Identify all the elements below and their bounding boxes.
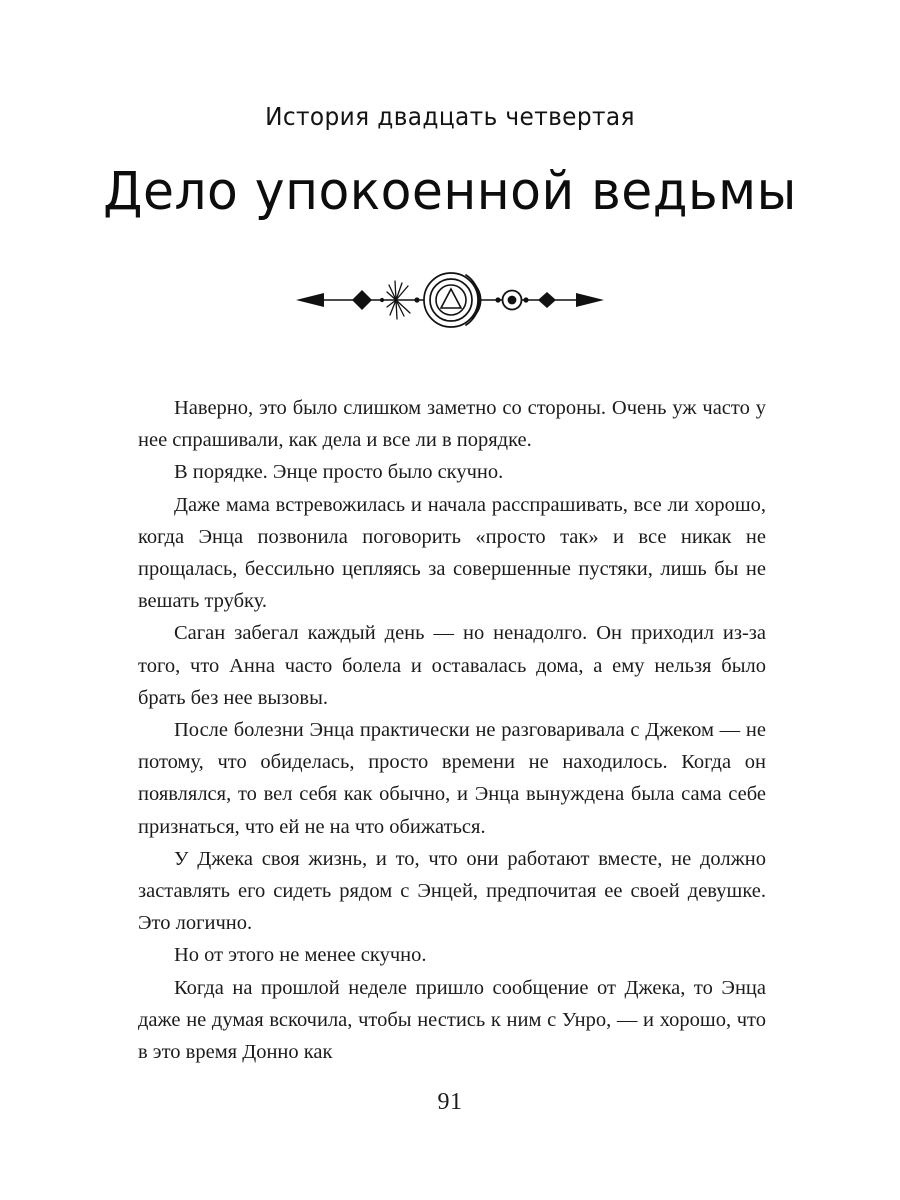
chapter-kicker: История двадцать четвертая xyxy=(265,102,635,131)
dot-in-circle-icon xyxy=(503,291,522,310)
paragraph: Даже мама встревожилась и начала расспрашивать, все ли хорошо, когда Энца позвонила поговорить «просто так» и все никак не прощалась, бессильно цепляясь за совершенные пустяки, лишь бы не вешать трубку. xyxy=(138,493,766,613)
paragraph: Когда на прошлой неделе пришло сообщение от Джека, то Энца даже не думая вскочила, чтобы нестись к ним с Унро, — и хорошо, что в это время Донно как xyxy=(138,976,766,1064)
right-diamond-icon xyxy=(538,292,556,308)
paragraph: Наверно, это было слишком заметно со стороны. Очень уж часто у нее спрашивали, как дела и все ли в порядке. xyxy=(138,397,766,452)
paragraph: Но от этого не менее скучно. xyxy=(174,944,427,967)
page-number: 91 xyxy=(437,1089,463,1115)
paragraph: Саган забегал каждый день — но ненадолго. Он приходил из-за того, что Анна часто болела и оставалась дома, а ему нельзя было брать без нее вызовы. xyxy=(138,622,766,709)
dot-icon xyxy=(523,297,528,302)
right-arrowhead-icon xyxy=(576,293,604,307)
dot-icon xyxy=(495,297,500,302)
paragraph: После болезни Энца практически не разговаривала с Джеком — не потому, что обиделась, просто времени не находилось. Когда он появлялся, то вел себя как обычно, и Энца вынуждена была сама себе признаться, что ей не на что обижаться. xyxy=(138,719,766,838)
dot-icon xyxy=(380,298,384,302)
dot-icon xyxy=(414,297,419,302)
page-title: Дело упокоенной ведьмы xyxy=(103,161,797,222)
paragraph: У Джека своя жизнь, и то, что они работают вместе, не должно заставлять его сидеть рядом с Энцей, предпочитая ее своей девушке. Это логично. xyxy=(138,847,766,935)
triangle-in-circle-emblem-icon xyxy=(424,273,478,327)
paragraph: В порядке. Энце просто было скучно. xyxy=(174,461,504,484)
body-text xyxy=(138,392,766,1068)
chapter-divider xyxy=(0,262,900,338)
chapter-divider-ornament-icon xyxy=(290,262,610,338)
chapter-heading-block xyxy=(0,102,900,222)
left-diamond-icon xyxy=(352,290,372,310)
left-arrowhead-icon xyxy=(296,293,324,307)
